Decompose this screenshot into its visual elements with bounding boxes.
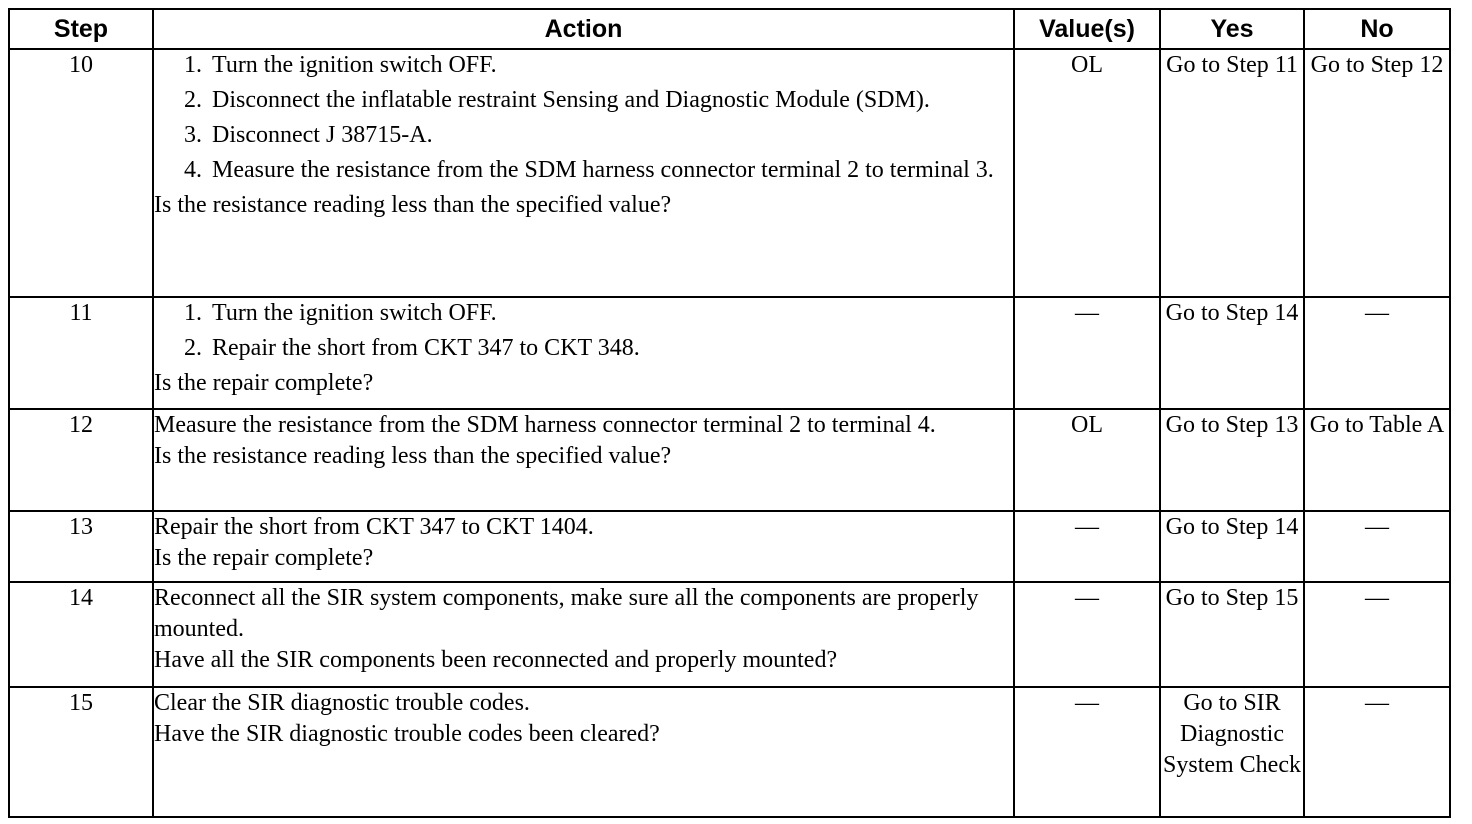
action-text: Reconnect all the SIR system components, make sure all the components are properly mounted. (154, 585, 979, 642)
no-cell: — (1304, 582, 1450, 687)
value-cell: — (1014, 582, 1160, 687)
action-step: 4. Measure the resistance from the SDM harness connector terminal 2 to terminal 3. (208, 155, 1013, 186)
value-cell: OL (1014, 49, 1160, 297)
action-question: Have the SIR diagnostic trouble codes been cleared? (154, 721, 660, 747)
action-step: 1. Turn the ignition switch OFF. (208, 298, 1013, 329)
table-row (9, 511, 1450, 582)
header-row (9, 9, 1450, 49)
action-question: Have all the SIR components been reconnected and properly mounted? (154, 647, 838, 673)
action-question: Is the resistance reading less than the specified value? (154, 443, 672, 469)
action-step: 3. Disconnect J 38715-A. (208, 120, 1013, 151)
table-row (9, 409, 1450, 511)
action-text: Measure the resistance from the SDM harness connector terminal 2 to terminal 4. (154, 412, 936, 438)
yes-cell: Go to Step 14 (1160, 511, 1304, 582)
no-cell: — (1304, 297, 1450, 409)
yes-cell: Go to Step 14 (1160, 297, 1304, 409)
header-values: Value(s) (1014, 9, 1160, 49)
action-steps-list (154, 298, 1013, 364)
header-step: Step (9, 9, 153, 49)
no-cell: Go to Step 12 (1304, 49, 1450, 297)
step-cell: 11 (9, 297, 153, 409)
action-cell (153, 511, 1014, 582)
table-row (9, 687, 1450, 817)
action-cell (153, 409, 1014, 511)
action-steps-list (154, 50, 1013, 186)
action-text: Clear the SIR diagnostic trouble codes. (154, 690, 530, 716)
action-question: Is the resistance reading less than the specified value? (154, 192, 672, 218)
table-row (9, 49, 1450, 297)
yes-cell: Go to SIR Diagnostic System Check (1160, 687, 1304, 817)
action-step: 2. Repair the short from CKT 347 to CKT 348. (208, 333, 1013, 364)
yes-cell: Go to Step 13 (1160, 409, 1304, 511)
action-cell (153, 49, 1014, 297)
action-question: Is the repair complete? (154, 370, 374, 396)
action-question: Is the repair complete? (154, 545, 374, 571)
step-cell: 13 (9, 511, 153, 582)
no-cell: — (1304, 511, 1450, 582)
action-text: Repair the short from CKT 347 to CKT 1404. (154, 514, 594, 540)
yes-cell: Go to Step 15 (1160, 582, 1304, 687)
header-no: No (1304, 9, 1450, 49)
value-cell: — (1014, 687, 1160, 817)
value-cell: OL (1014, 409, 1160, 511)
table-row (9, 582, 1450, 687)
action-cell (153, 582, 1014, 687)
yes-cell: Go to Step 11 (1160, 49, 1304, 297)
no-cell: Go to Table A (1304, 409, 1450, 511)
action-step: 1. Turn the ignition switch OFF. (208, 50, 1013, 81)
action-step: 2. Disconnect the inflatable restraint Sensing and Diagnostic Module (SDM). (208, 85, 1013, 116)
value-cell: — (1014, 511, 1160, 582)
header-yes: Yes (1160, 9, 1304, 49)
action-cell (153, 687, 1014, 817)
step-cell: 12 (9, 409, 153, 511)
action-cell (153, 297, 1014, 409)
step-cell: 10 (9, 49, 153, 297)
step-cell: 15 (9, 687, 153, 817)
diagnostic-table (8, 8, 1451, 818)
table-row (9, 297, 1450, 409)
step-cell: 14 (9, 582, 153, 687)
header-action: Action (153, 9, 1014, 49)
no-cell: — (1304, 687, 1450, 817)
value-cell: — (1014, 297, 1160, 409)
